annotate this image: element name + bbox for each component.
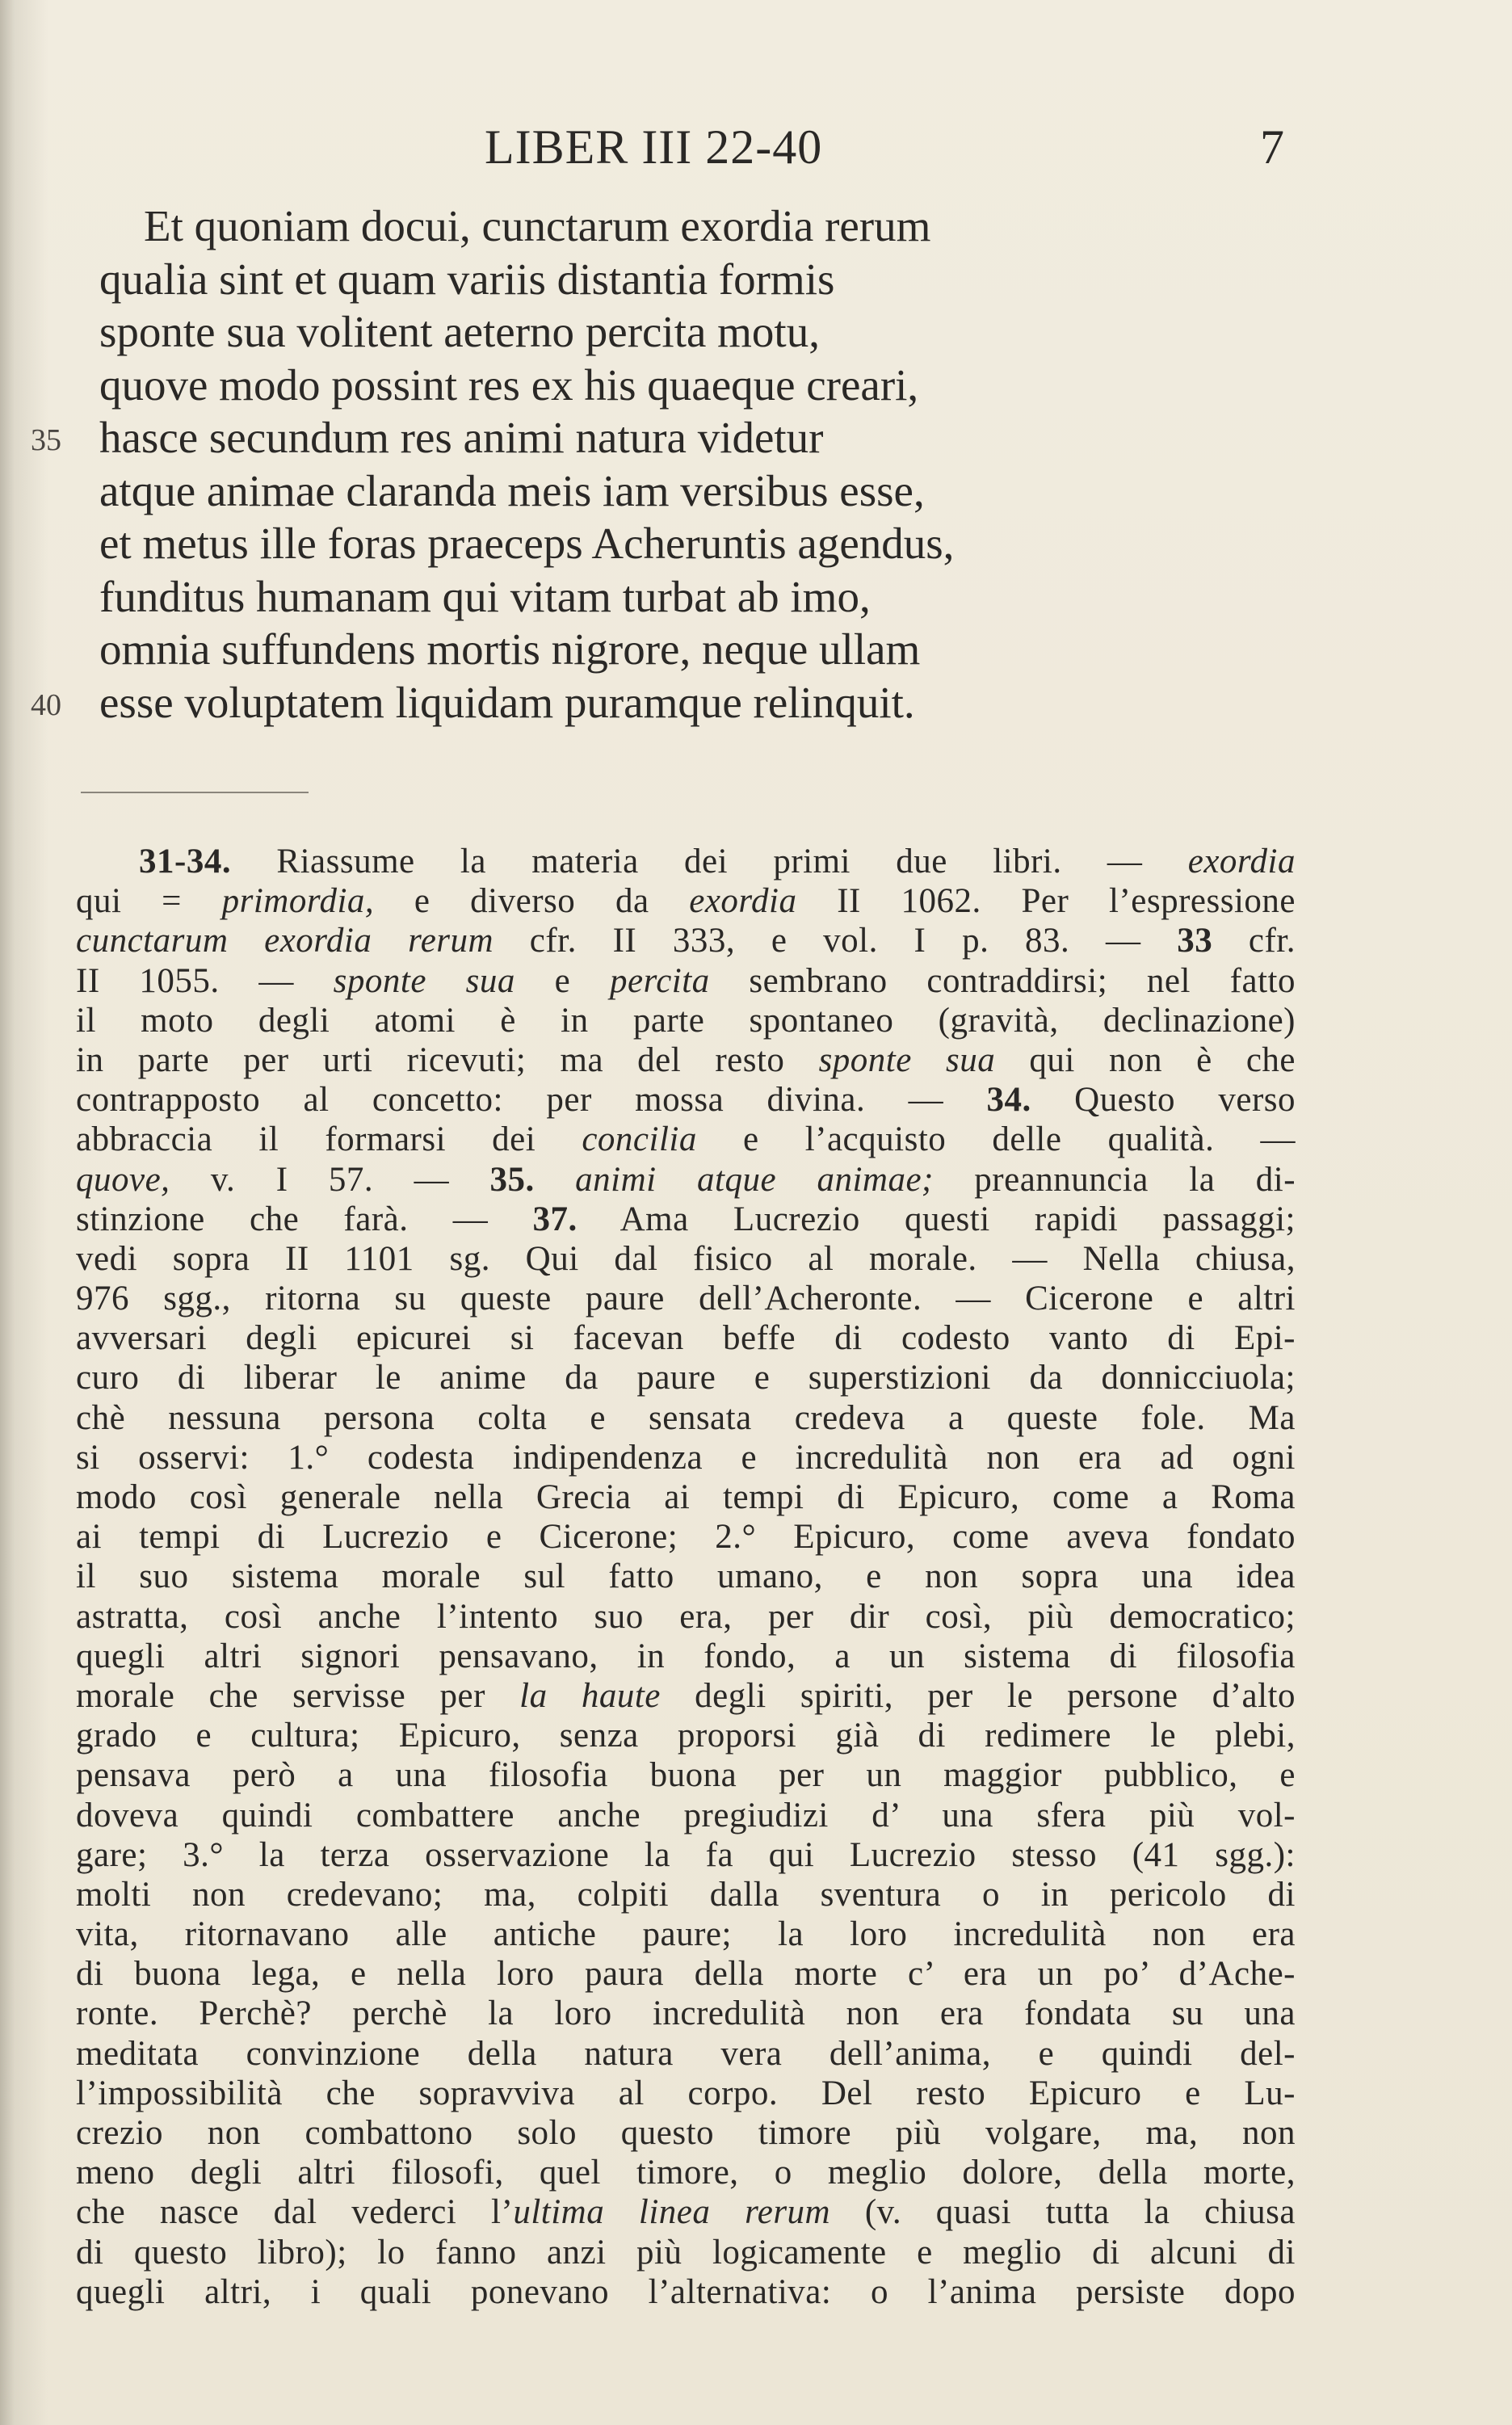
note-text: stinzione che farà. — [76,1200,533,1238]
note-line [76,1597,1296,1637]
note-text: II 1055. — [76,961,334,1000]
note-quote: exordia [689,882,797,921]
note-text: l’impossibilità che sopravviva al corpo. Del resto Epicuro e Lu- [76,2074,1296,2112]
note-text: e l’acquisto delle qualità. — [696,1120,1296,1159]
note-text: modo così generale nella Grecia ai tempi di Epicuro, come a Roma [76,1478,1296,1516]
note-text: grado e cultura; Epicuro, senza proporsi già di redimere le plebi, [76,1717,1296,1755]
note-text: II 1062. Per l’espressione [796,882,1296,921]
note-line [76,1279,1296,1318]
verse-line [0,676,1512,729]
note-line [76,1875,1296,1914]
running-head [0,115,1512,179]
note-text: ronte. Perchè? perchè la loro incredulità non era fondata su una [76,1994,1296,2033]
note-ref: 35. [489,1160,535,1199]
note-line [76,2034,1296,2074]
note-text: e diverso da [374,882,690,921]
note-text: degli spiriti, per le persone d’alto [660,1676,1296,1715]
note-ref: 31-34. [139,843,232,880]
note-text: ai tempi di Lucrezio e Cicerone; 2.° Epicuro, come aveva fondato [76,1518,1296,1557]
note-text: qui = [76,882,222,921]
note-quote: quove, [76,1160,170,1199]
note-line [76,1160,1296,1200]
note-text: quegli altri signori pensavano, in fondo, a un sistema di filosofia [76,1637,1296,1675]
verse-block [0,200,1512,729]
note-text: si osservi: 1.° codesta indipendenza e incredulità non era ad ogni [76,1438,1296,1477]
note-text: v. I 57. — [170,1160,490,1199]
note-text: preannuncia la di- [933,1160,1296,1199]
note-line [76,2074,1296,2113]
verse-line [0,570,1512,624]
footnote-separator-rule [81,792,309,793]
note-text: vita, ritornavano alle antiche paure; la loro incredulità non era [76,1915,1296,1954]
note-text: di questo libro); lo fanno anzi più logicamente e meglio di alcuni di [76,2233,1296,2272]
note-line [76,1398,1296,1438]
note-text: avversari degli epicurei si facevan beffe di codesto vanto di Epi- [76,1319,1296,1358]
page-number: 7 [1260,120,1284,174]
note-line [76,2192,1296,2232]
note-quote: sponte sua [818,1040,996,1079]
note-line [76,1517,1296,1557]
note-line [76,1001,1296,1040]
note-text: Ama Lucrezio questi rapidi passaggi; [577,1200,1296,1238]
note-line [76,1318,1296,1358]
note-line [76,2272,1296,2312]
note-text: quegli altri, i quali ponevano l’alternativa: o l’anima persiste dopo [76,2272,1296,2311]
note-text: e [514,961,610,1000]
note-quote: animi atque animae; [575,1160,934,1199]
verse-text: qualia sint et quam variis distantia formis [99,254,835,304]
note-text [535,1161,575,1199]
note-line [76,1040,1296,1080]
note-text: qui non è che [995,1040,1296,1079]
note-quote: sponte sua [333,961,515,1000]
note-line [76,2233,1296,2272]
verse-line [0,200,1512,253]
note-quote: la haute [519,1676,661,1715]
note-text: molti non credevano; ma, colpiti dalla sventura o in pericolo di [76,1875,1296,1914]
note-quote: cunctarum exordia rerum [76,922,494,960]
note-line [76,921,1296,960]
note-quote: ultima linea rerum [513,2193,831,2232]
note-line [76,1796,1296,1835]
note-ref: 34. [986,1081,1031,1120]
note-text: il suo sistema morale sul fatto umano, e non sopra una idea [76,1557,1296,1596]
note-quote: primordia, [221,882,375,921]
note-text: 976 sgg., ritorna su queste paure dell’Acheronte. — Cicerone e altri [76,1280,1296,1318]
note-line [76,1477,1296,1517]
note-line [76,1954,1296,1994]
verse-text: Et quoniam docui, cunctarum exordia rerum [144,201,931,250]
verse-line [0,253,1512,306]
note-text: morale che servisse per [76,1676,520,1715]
note-line [76,842,1296,881]
verse-line [0,411,1512,464]
verse-line [0,623,1512,676]
note-text: (v. quasi tutta la chiusa [830,2193,1296,2232]
note-text: gare; 3.° la terza osservazione la fa qui Lucrezio stesso (41 sgg.): [76,1835,1296,1874]
note-text: sembrano contraddirsi; nel fatto [709,961,1296,1000]
note-line [76,1557,1296,1596]
note-text: in parte per urti ricevuti; ma del resto [76,1040,819,1079]
commentary-notes [76,842,1296,2312]
note-ref: 37. [532,1200,578,1238]
running-head-title: LIBER III 22-40 [485,120,823,174]
note-line [76,961,1296,1001]
note-text: Questo verso [1031,1081,1296,1120]
verse-line [0,517,1512,570]
verse-text: hasce secundum res animi natura videtur [99,413,824,462]
note-text: il moto degli atomi è in parte spontaneo (gravità, declinazione) [76,1001,1296,1040]
verse-number: 40 [31,687,61,722]
note-line [76,1080,1296,1120]
note-text: astratta, così anche l’intento suo era, per dir così, più democratico; [76,1597,1296,1636]
verse-text: funditus humanam qui vitam turbat ab imo, [99,571,871,621]
note-line [76,1358,1296,1397]
verse-text: sponte sua volitent aeterno percita motu, [99,307,820,356]
verse-line [0,464,1512,518]
note-text: abbraccia il formarsi dei [76,1120,582,1159]
note-quote: exordia [1187,843,1296,880]
note-text: meno degli altri filosofi, quel timore, o meglio dolore, della morte, [76,2154,1296,2192]
note-line [76,1835,1296,1875]
note-ref: 33 [1177,922,1213,960]
note-text: contrapposto al concetto: per mossa divina. — [76,1081,987,1120]
note-text: di buona lega, e nella loro paura della morte c’ era un po’ d’Ache- [76,1955,1296,1994]
note-text: curo di liberar le anime da paure e superstizioni da donnicciuola; [76,1359,1296,1397]
note-line [76,1994,1296,2033]
verse-text: et metus ille foras praeceps Acheruntis agendus, [99,519,955,568]
note-text: vedi sopra II 1101 sg. Qui dal fisico al morale. — Nella chiusa, [76,1239,1296,1278]
note-line [76,1200,1296,1239]
note-line [76,2113,1296,2153]
note-line [76,1716,1296,1755]
note-text: Riassume la materia dei primi due libri. — [231,843,1188,880]
verse-text: omnia suffundens mortis nigrore, neque ullam [99,624,921,674]
verse-text: esse voluptatem liquidam puramque relinquit. [99,677,915,727]
verse-number: 35 [31,423,61,457]
verse-text: quove modo possint res ex his quaeque creari, [99,359,919,410]
note-quote: concilia [582,1120,697,1159]
note-line [76,2153,1296,2192]
note-quote: percita [609,961,710,1000]
note-text: chè nessuna persona colta e sensata credeva a queste fole. Ma [76,1398,1296,1437]
note-text: cfr. II 333, e vol. I p. 83. — [494,922,1178,960]
note-line [76,1239,1296,1279]
note-text: doveva quindi combattere anche pregiudizi d’ una sfera più vol- [76,1796,1296,1835]
note-line [76,1637,1296,1676]
verse-line [0,359,1512,412]
note-line [76,881,1296,921]
note-line [76,1438,1296,1477]
note-text: pensava però a una filosofia buona per un maggior pubblico, e [76,1756,1296,1795]
note-text: meditata convinzione della natura vera dell’anima, e quindi del- [76,2034,1296,2073]
note-line [76,1676,1296,1716]
note-line [76,1755,1296,1795]
note-text: cfr. [1212,922,1296,960]
verse-line [0,305,1512,359]
note-line [76,1120,1296,1159]
verse-text: atque animae claranda meis iam versibus esse, [99,465,925,515]
note-line [76,1914,1296,1954]
note-text: che nasce dal vederci l’ [76,2193,514,2232]
note-text: crezio non combattono solo questo timore più volgare, ma, non [76,2114,1296,2152]
